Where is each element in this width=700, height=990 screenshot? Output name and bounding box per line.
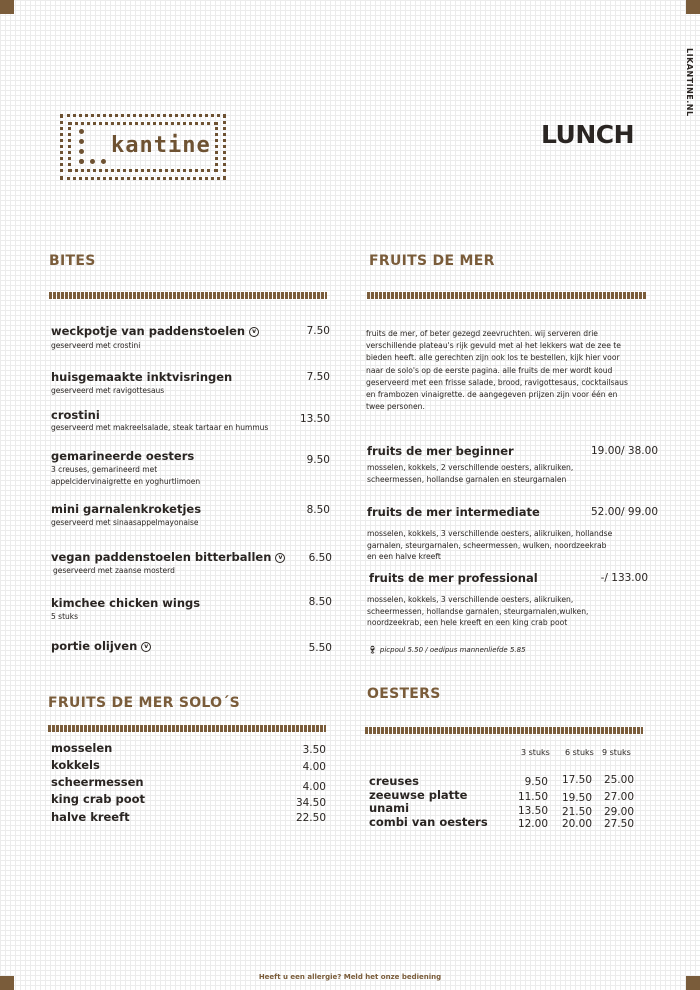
oesters-row-name: combi van oesters xyxy=(369,815,488,829)
oesters-price: 29.00 xyxy=(603,806,634,818)
page-title: LUNCH xyxy=(541,120,635,149)
solo-item-name: kokkels xyxy=(51,758,100,772)
oesters-price: 12.00 xyxy=(517,818,548,830)
corner-decoration xyxy=(0,0,14,14)
bites-item-price: 9.50 xyxy=(306,454,330,466)
fdm-item-price: 19.00/ 38.00 xyxy=(591,445,658,457)
oesters-price: 9.50 xyxy=(524,776,548,788)
bites-item-desc: geserveerd met crostini xyxy=(51,341,141,350)
oesters-price: 17.50 xyxy=(561,774,592,786)
oesters-col-3: 3 stuks xyxy=(521,748,550,757)
bites-item-price: 7.50 xyxy=(306,325,330,337)
bites-item-desc: geserveerd met zaanse mosterd xyxy=(53,566,175,575)
bites-item-price: 6.50 xyxy=(308,552,332,564)
oesters-row-name: creuses xyxy=(369,774,419,788)
bites-item-name: kimchee chicken wings xyxy=(51,596,201,610)
solo-item-price: 22.50 xyxy=(295,812,326,824)
oesters-col-6: 6 stuks xyxy=(565,748,594,757)
corner-decoration xyxy=(686,0,700,14)
oesters-col-9: 9 stuks xyxy=(602,748,631,757)
fdm-intro: fruits de mer, of beter gezegd zeevruchten. wij serveren drie verschillende plateau's rijk gevuld met al het lekkers wat de zee te bieden heeft. alle gerechten zijn ook los te bestellen, kijk hier voor naar de solo's op de eerste pagina. alle fruits de mer wordt koud geserveerd met een frisse salade, brood, ravigottesaus, cocktailsaus en frambozen vinaigrette. de aangegeven prijzen zijn voor één en twee personen. xyxy=(366,329,628,412)
bites-item-price: 7.50 xyxy=(306,371,330,383)
oesters-price: 11.50 xyxy=(517,791,548,803)
logo-text: kantine xyxy=(111,133,211,158)
oesters-price: 27.50 xyxy=(603,818,634,830)
kantine-logo xyxy=(60,114,226,180)
solo-item-price: 4.00 xyxy=(302,781,326,793)
solo-item-price: 34.50 xyxy=(295,797,326,809)
oesters-price: 21.50 xyxy=(561,806,592,818)
bites-item-desc: geserveerd met makreelsalade, steak tartaar en hummus xyxy=(51,423,269,432)
fdm-item-desc: mosselen, kokkels, 3 verschillende oesters, alikruiken, scheermessen, hollandse garnalen, steurgarnalen,wulken, noordzeekrab, een hele kreeft en een king crab poot xyxy=(367,595,589,627)
oesters-price: 19.50 xyxy=(561,792,592,804)
fdm-item-name: fruits de mer beginner xyxy=(367,444,514,458)
bites-item-name: portie olijven v xyxy=(51,639,151,653)
oesters-price: 27.00 xyxy=(603,791,634,803)
bites-item-price: 13.50 xyxy=(299,413,330,425)
section-divider xyxy=(367,292,647,299)
drink-pairing: 🍷︎ picpoul 5.50 / oedipus mannenliefde 5.85 xyxy=(368,646,526,654)
vegetarian-icon: v xyxy=(275,553,285,563)
oesters-row-name: unami xyxy=(369,801,410,815)
bites-item-name: weckpotje van paddenstoelen v xyxy=(51,324,259,338)
bites-item-desc: geserveerd met ravigottesaus xyxy=(51,386,165,395)
vegetarian-icon: v xyxy=(249,327,259,337)
bites-item-price: 5.50 xyxy=(308,642,332,654)
bites-item-desc: geserveerd met sinaasappelmayonaise xyxy=(51,518,199,527)
oesters-heading: OESTERS xyxy=(367,686,441,702)
solo-item-price: 4.00 xyxy=(302,761,326,773)
solo-item-price: 3.50 xyxy=(302,744,326,756)
bites-item-name: huisgemaakte inktvisringen xyxy=(51,370,233,384)
bites-item-desc: 5 stuks xyxy=(51,612,79,621)
bites-item-price: 8.50 xyxy=(308,596,332,608)
bites-item-desc: 3 creuses, gemarineerd met appelcidervinaigrette en yoghurtlimoen xyxy=(51,465,201,486)
website-label: LIKANTINE.NL xyxy=(685,48,694,117)
fdm-item-desc: mosselen, kokkels, 2 verschillende oesters, alikruiken, scheermessen, hollandse garnalen en steurgarnalen xyxy=(367,463,574,484)
solo-item-name: king crab poot xyxy=(51,792,146,806)
wine-glass-icon: 🍷︎ xyxy=(368,646,377,654)
section-divider xyxy=(365,727,643,734)
fdm-item-price: -/ 133.00 xyxy=(600,572,648,584)
section-divider xyxy=(48,725,326,732)
bites-item-name: gemarineerde oesters xyxy=(51,449,195,463)
oesters-row-name: zeeuwse platte xyxy=(369,788,468,802)
bites-item-name: mini garnalenkroketjes xyxy=(51,502,202,516)
solo-item-name: scheermessen xyxy=(51,775,144,789)
solo-item-name: mosselen xyxy=(51,741,113,755)
bites-item-name: vegan paddenstoelen bitterballen v xyxy=(51,550,285,564)
allergy-note: Heeft u een allergie? Meld het onze bediening xyxy=(258,973,442,981)
bites-item-name: crostini xyxy=(51,408,100,422)
oesters-price: 25.00 xyxy=(603,774,634,786)
oesters-price: 13.50 xyxy=(517,805,548,817)
oesters-price: 20.00 xyxy=(561,818,592,830)
fdm-item-desc: mosselen, kokkels, 3 verschillende oesters, alikruiken, hollandse garnalen, steurgarnalen, scheermessen, wulken, noordzeekrab en een halve kreeft xyxy=(367,529,613,561)
fdm-item-price: 52.00/ 99.00 xyxy=(591,506,658,518)
bites-heading: BITES xyxy=(49,253,96,269)
solo-item-name: halve kreeft xyxy=(51,810,130,824)
fdm-heading: FRUITS DE MER xyxy=(369,253,495,269)
fdm-item-name: fruits de mer intermediate xyxy=(367,505,540,519)
section-divider xyxy=(49,292,327,299)
fdm-item-name: fruits de mer professional xyxy=(369,571,538,585)
solo-heading: FRUITS DE MER SOLO´S xyxy=(48,695,241,711)
vegetarian-icon: v xyxy=(141,642,151,652)
bites-item-price: 8.50 xyxy=(306,504,330,516)
